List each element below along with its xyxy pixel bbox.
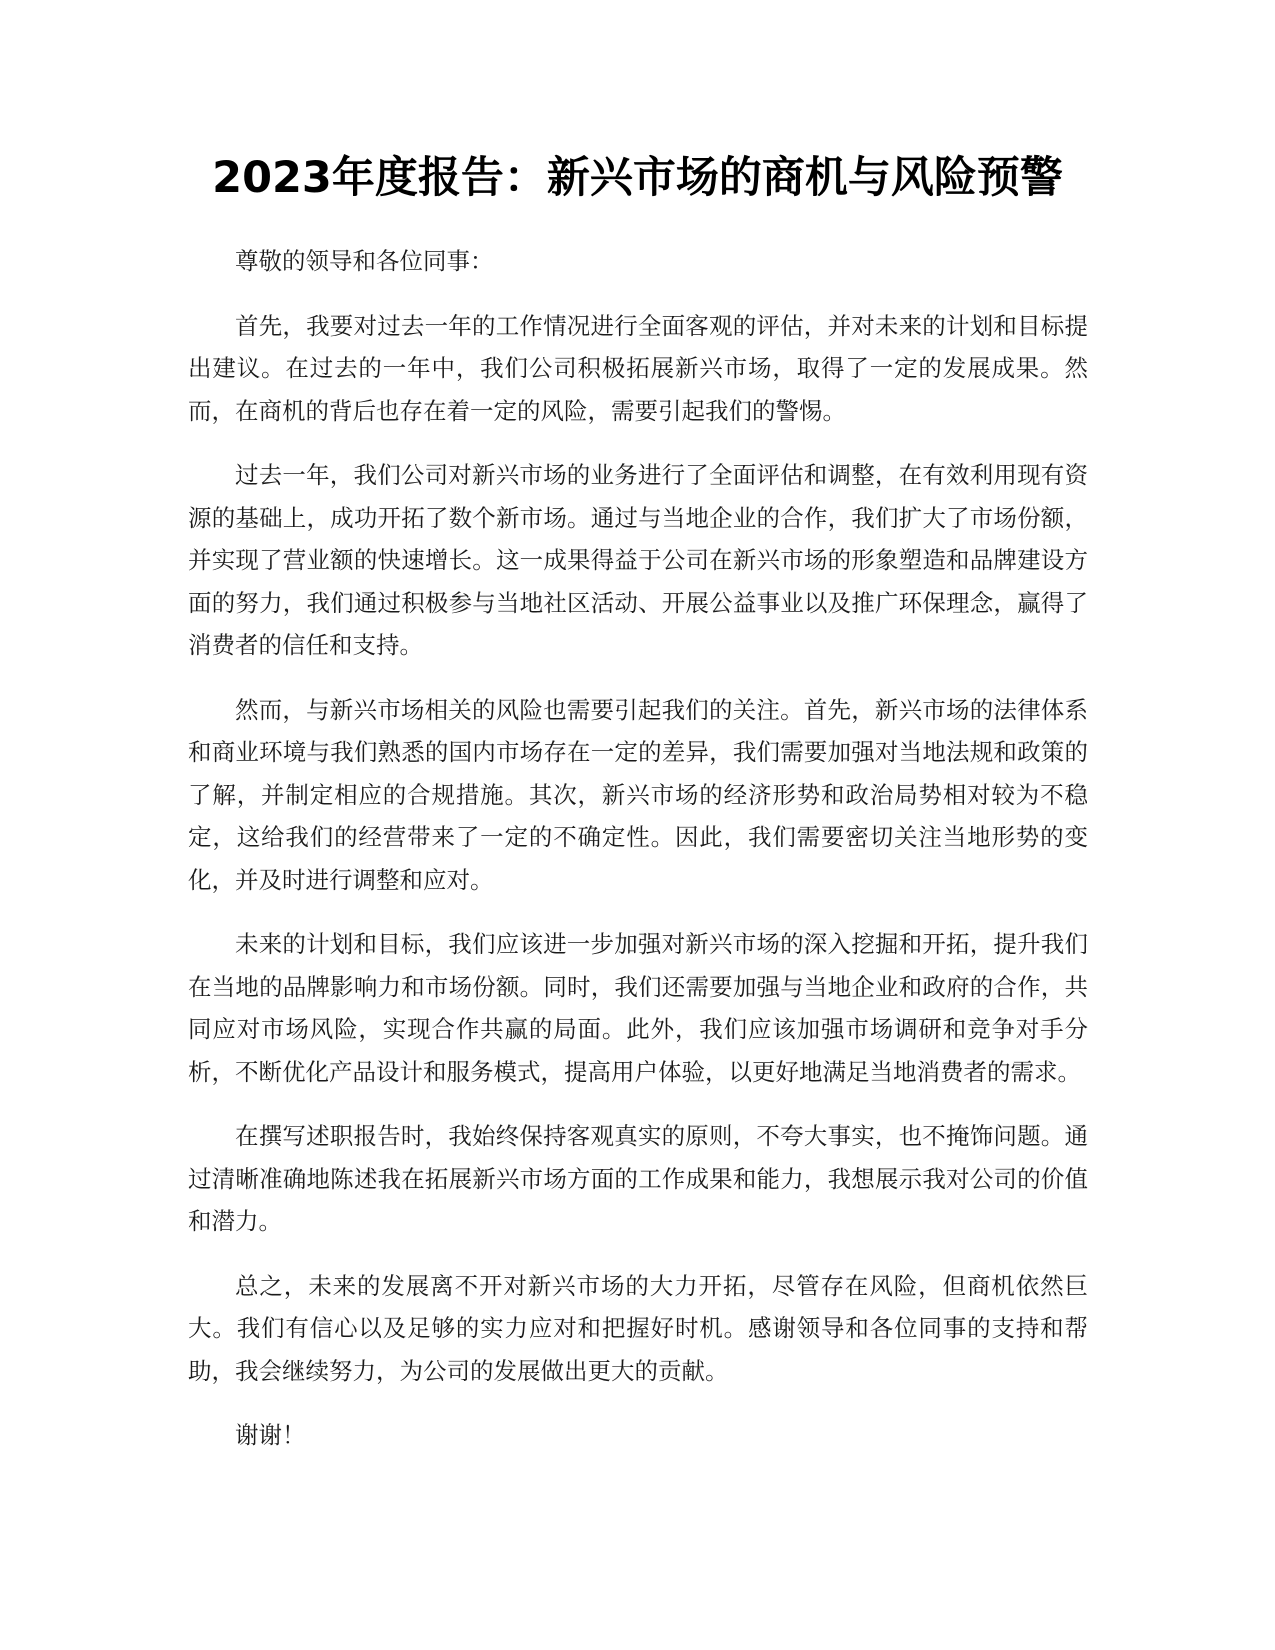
document-body xyxy=(188,240,1088,1479)
paragraph-intro: 首先，我要对过去一年的工作情况进行全面客观的评估，并对未来的计划和目标提出建议。在过去的一年中，我们公司积极拓展新兴市场，取得了一定的发展成果。然而，在商机的背后也存在着一定的风险，需要引起我们的警惕。 xyxy=(188,311,1088,425)
document-title: 2023年度报告：新兴市场的商机与风险预警 xyxy=(212,153,1063,203)
paragraph-conclusion: 总之，未来的发展离不开对新兴市场的大力开拓，尽管存在风险，但商机依然巨大。我们有信心以及足够的实力应对和把握好时机。感谢领导和各位同事的支持和帮助，我会继续努力，为公司的发展做出更大的贡献。 xyxy=(188,1271,1088,1385)
paragraph-principles: 在撰写述职报告时，我始终保持客观真实的原则，不夸大事实，也不掩饰问题。通过清晰准确地陈述我在拓展新兴市场方面的工作成果和能力，我想展示我对公司的价值和潜力。 xyxy=(188,1122,1088,1235)
paragraph-achievements: 过去一年，我们公司对新兴市场的业务进行了全面评估和调整，在有效利用现有资源的基础上，成功开拓了数个新市场。通过与当地企业的合作，我们扩大了市场份额，并实现了营业额的快速增长。这一成果得益于公司在新兴市场的形象塑造和品牌建设方面的努力，我们通过积极参与当地社区活动、开展公益事业以及推广环保理念，赢得了消费者的信任和支持。 xyxy=(188,461,1088,659)
paragraph-risks: 然而，与新兴市场相关的风险也需要引起我们的关注。首先，新兴市场的法律体系和商业环境与我们熟悉的国内市场存在一定的差异，我们需要加强对当地法规和政策的了解，并制定相应的合规措施。其次，新兴市场的经济形势和政治局势相对较为不稳定，这给我们的经营带来了一定的不确定性。因此，我们需要密切关注当地形势的变化，并及时进行调整和应对。 xyxy=(188,695,1088,894)
paragraph-future-plans: 未来的计划和目标，我们应该进一步加强对新兴市场的深入挖掘和开拓，提升我们在当地的品牌影响力和市场份额。同时，我们还需要加强与当地企业和政府的合作，共同应对市场风险，实现合作共赢的局面。此外，我们应该加强市场调研和竞争对手分析，不断优化产品设计和服务模式，提高用户体验，以更好地满足当地消费者的需求。 xyxy=(188,930,1088,1086)
salutation: 尊敬的领导和各位同事： xyxy=(235,247,494,275)
closing-thanks: 谢谢！ xyxy=(235,1421,306,1449)
